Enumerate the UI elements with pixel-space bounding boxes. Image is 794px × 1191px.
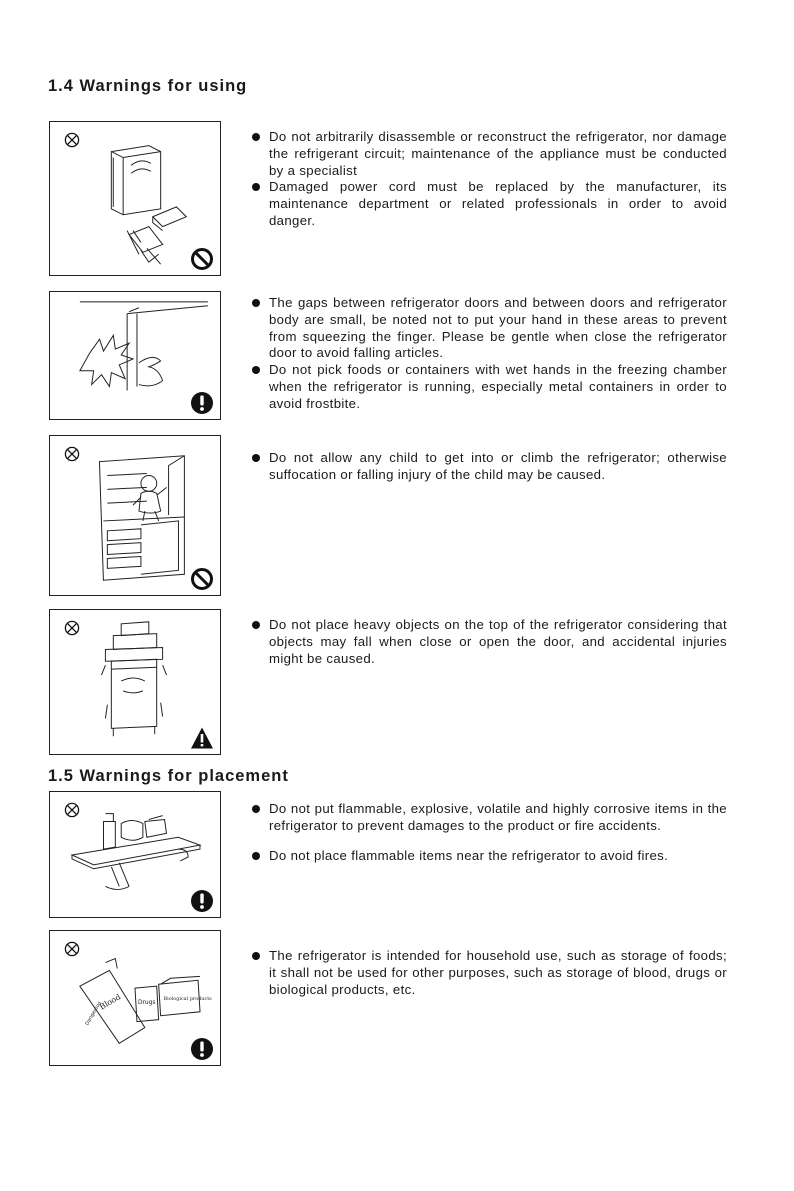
warning-triangle-icon [190,726,214,750]
warning-panel-disassembly [49,121,221,276]
bullet-icon [252,952,260,960]
dangerous-label: Dangerous [84,1000,103,1027]
bullet-icon [252,621,260,629]
list-item: Do not allow any child to get into or climb the refrigerator; otherwise suffocation or falling injury of the child may be caused. [249,450,727,484]
warning-panel-child [49,435,221,596]
list-item: Do not pick foods or containers with wet hands in the freezing chamber when the refrigerator is running, especially metal containers in order to avoid frostbite. [249,362,727,412]
warning-panel-heavy-objects [49,609,221,755]
prohibition-icon [190,247,214,271]
list-item: Damaged power cord must be replaced by the manufacturer, its maintenance department or related professionals in order to avoid danger. [249,179,727,229]
list-item: Do not arbitrarily disassemble or reconstruct the refrigerator, nor damage the refrigerant circuit; maintenance of the appliance must be conducted by a specialist [249,129,727,179]
warning-list-heavy-objects [249,617,727,667]
biological-products-label: Biological products [163,995,212,1002]
no-touch-icon [64,132,80,148]
list-item: Do not place heavy objects on the top of the refrigerator considering that objects may fall when close or open the door, and accidental injuries might be caused. [249,617,727,667]
bullet-icon [252,805,260,813]
bullet-icon [252,183,260,191]
bullet-icon [252,133,260,141]
no-touch-icon [64,620,80,636]
warning-list-flammable [249,801,727,864]
warning-list-door-gap [249,295,727,413]
blood-label: Blood [98,992,123,1012]
warning-panel-household-use [49,930,221,1066]
bullet-icon [252,852,260,860]
bullet-icon [252,366,260,374]
no-touch-icon [64,941,80,957]
mandatory-action-icon [190,1037,214,1061]
mandatory-action-icon [190,391,214,415]
section-heading-warnings-for-using: 1.4 Warnings for using [48,77,248,95]
list-item: Do not place flammable items near the refrigerator to avoid fires. [249,848,727,865]
warning-list-household-use [249,948,727,998]
list-item: The refrigerator is intended for household use, such as storage of foods; it shall not be used for other purposes, such as storage of blood, drugs or biological products, etc. [249,948,727,998]
bullet-icon [252,299,260,307]
warning-panel-flammable [49,791,221,918]
list-item: Do not put flammable, explosive, volatile and highly corrosive items in the refrigerator to prevent damages to the product or fire accidents. [249,801,727,835]
drugs-label: Drugs [137,999,156,1006]
mandatory-action-icon [190,889,214,913]
list-item: The gaps between refrigerator doors and between doors and refrigerator body are small, be noted not to put your hand in these areas to prevent from squeezing the finger. Please be gentle when close the refrigerator door to avoid falling articles. [249,295,727,362]
no-touch-icon [64,802,80,818]
prohibition-icon [190,567,214,591]
warning-list-child [249,450,727,484]
bullet-icon [252,454,260,462]
warning-panel-door-gap [49,291,221,420]
warning-list-disassembly [249,129,727,230]
section-heading-warnings-for-placement: 1.5 Warnings for placement [48,767,289,785]
no-touch-icon [64,446,80,462]
